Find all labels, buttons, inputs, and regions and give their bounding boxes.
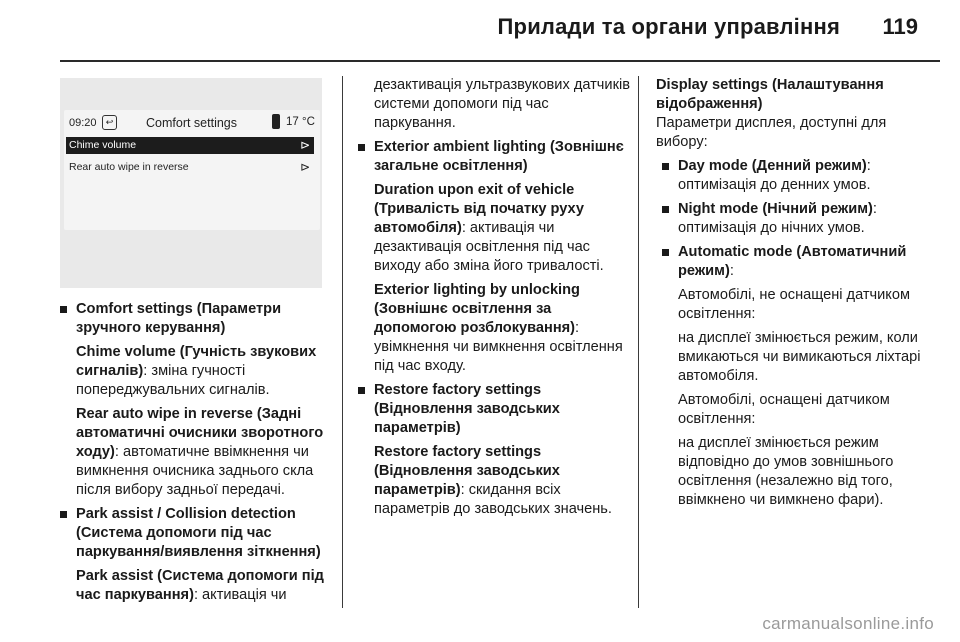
menu-item-chime-volume — [66, 137, 314, 154]
page-number: 119 — [882, 14, 918, 39]
item-paragraph: Автомобілі, не оснащені датчиком освітлення: — [678, 287, 911, 322]
section-heading: Display settings (Налаштування відображення) — [656, 77, 884, 112]
item-heading: Exterior ambient lighting (Зовнішнє загальне освітлення) — [374, 139, 624, 174]
page-header — [0, 0, 960, 46]
chevron-right-icon: ⊳ — [299, 160, 310, 174]
item-paragraph: Автомобілі, оснащені датчиком освітлення: — [678, 392, 890, 427]
chevron-right-icon: ⊳ — [299, 138, 310, 152]
item-definition: Exterior lighting by unlocking (Зовнішнє освітлення за допомогою розблокування): увімкнення чи вимкнення освітлення під час входу. — [374, 282, 623, 374]
display-status-bar — [64, 110, 320, 136]
item-paragraph: на дисплеї змінюється режим відповідно до умов зовнішнього освітлення (незалежно від того, ввімкнено чи вимкнено фари). — [678, 435, 894, 508]
thermometer-icon — [272, 114, 280, 129]
bullet-icon — [60, 306, 67, 313]
display-screen — [64, 110, 320, 230]
menu-item-label: Chime volume — [69, 139, 137, 151]
item-definition: Rear auto wipe in reverse (Задні автоматичні очисники зворотного ходу): автоматичне ввімкнення чи вимкнення очисника заднього скла після вибору задньої передачі. — [76, 406, 324, 498]
watermark: carmanualsonline.info — [762, 614, 934, 633]
list-item — [358, 138, 630, 376]
display-temperature: 17 °C — [286, 116, 315, 128]
item-heading: Park assist / Collision detection (Система допомоги під час паркування/виявлення зіткнення) — [76, 506, 321, 560]
bullet-icon — [662, 249, 669, 256]
bullet-icon — [662, 206, 669, 213]
item-definition: Automatic mode (Автоматичний режим): — [678, 244, 907, 279]
list-item — [662, 157, 938, 195]
item-heading: Restore factory settings (Відновлення заводських параметрів) — [374, 382, 560, 436]
list-item — [662, 243, 938, 510]
bullet-icon — [60, 511, 67, 518]
display-title: Comfort settings — [146, 116, 238, 130]
item-definition: Chime volume (Гучність звукових сигналів): зміна гучності попереджувальних сигналів. — [76, 344, 317, 398]
menu-item-label: Rear auto wipe in reverse — [69, 161, 189, 173]
column-3 — [656, 76, 938, 510]
item-definition: Park assist (Система допомоги під час паркування): активація чи — [76, 568, 324, 603]
section-intro: Параметри дисплея, доступні для вибору: — [656, 115, 887, 150]
continued-text: дезактивація ультразвукових датчиків системи допомоги під час паркування. — [374, 77, 630, 131]
column-divider-1 — [342, 76, 343, 608]
bullet-icon — [358, 387, 365, 394]
list-item — [60, 505, 332, 605]
list-item — [662, 200, 938, 238]
list-item — [358, 381, 630, 519]
display-time: 09:20 — [69, 117, 97, 129]
item-definition: Duration upon exit of vehicle (Тривалість від початку руху автомобіля): активація чи дезактивація освітлення під час виходу або зміна його тривалості. — [374, 182, 604, 274]
bullet-icon — [358, 144, 365, 151]
item-definition: Night mode (Нічний режим): оптимізація до нічних умов. — [678, 201, 877, 236]
column-divider-2 — [638, 76, 639, 608]
item-definition: Restore factory settings (Відновлення заводських параметрів): скидання всіх параметрів до заводських значень. — [374, 444, 612, 517]
list-item — [60, 300, 332, 500]
bullet-icon — [662, 163, 669, 170]
item-paragraph: на дисплеї змінюється режим, коли вмикаються чи вимикаються ліхтарі автомобіля. — [678, 330, 921, 384]
column-1 — [60, 300, 332, 605]
item-definition: Day mode (Денний режим): оптимізація до денних умов. — [678, 158, 871, 193]
item-heading: Comfort settings (Параметри зручного керування) — [76, 301, 282, 336]
header-rule — [60, 60, 940, 62]
column-2 — [358, 76, 630, 519]
section-title: Прилади та органи управління — [497, 14, 840, 39]
back-icon: ↩ — [102, 115, 117, 130]
menu-item-rear-auto-wipe — [66, 159, 314, 176]
